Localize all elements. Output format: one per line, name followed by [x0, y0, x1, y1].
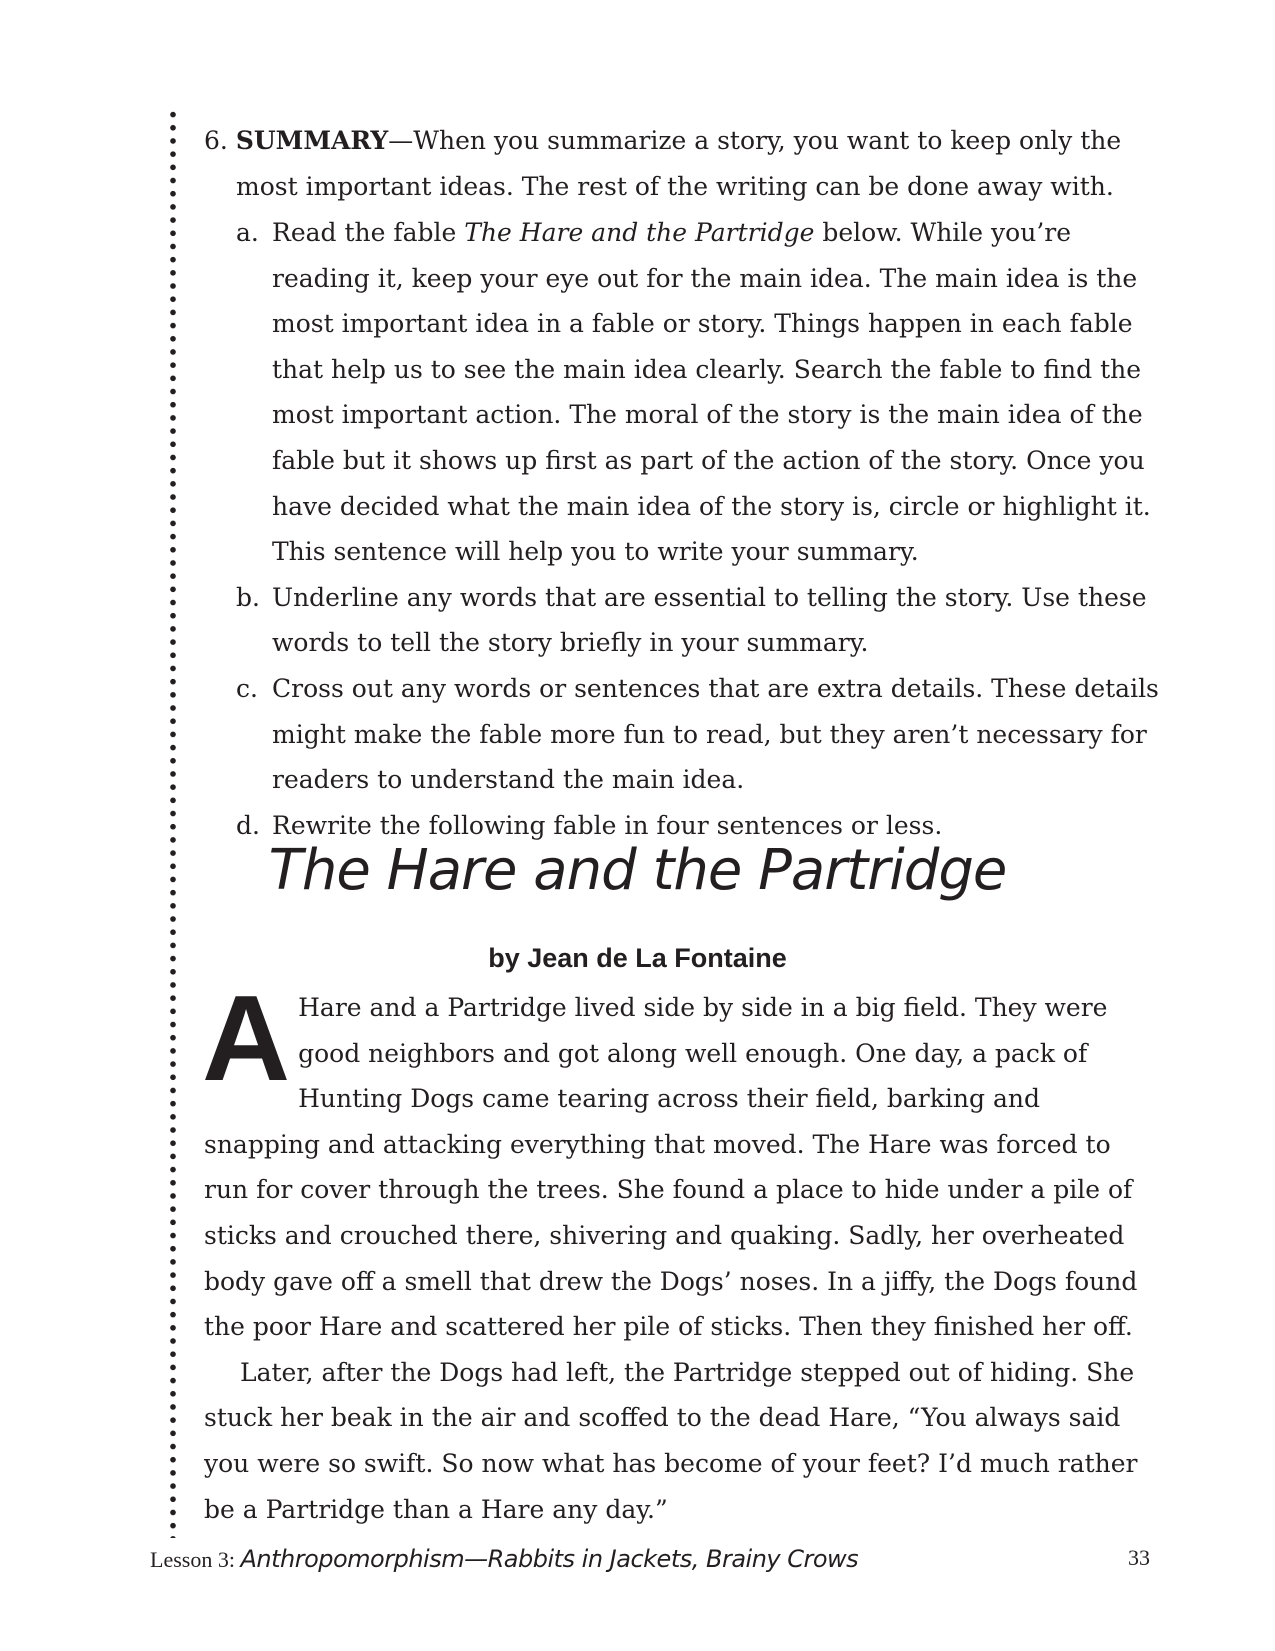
instruction-lead: SUMMARY	[235, 126, 389, 155]
fable-paragraph-1-text: Hare and a Partridge lived side by side in a big field. They were good neighbors and got along well enough. One day, a pack of Hunting Dogs came tearing across their field, barking and snapping and attacking everything that moved. The Hare was forced to run for cover through the trees. She found a place to hide under a pile of sticks and crouched there, shivering and quaking. Sadly, her overheated body gave off a smell that drew the Dogs’ noses. In a jiffy, the Dogs found the poor Hare and scattered her pile of sticks. Then they finished her off.	[204, 993, 1138, 1342]
instruction-item-c	[204, 666, 1164, 803]
footer-lesson-title: Anthropomorphism—Rabbits in Jackets, Brainy Crows	[240, 1545, 859, 1573]
item-letter: d.	[236, 810, 260, 840]
dotted-margin-border	[170, 108, 176, 1538]
item-text: Cross out any words or sentences that are extra details. These details might make the fable more fun to read, but they aren’t necessary for readers to understand the main idea.	[272, 673, 1159, 795]
instruction-number: 6.	[204, 126, 228, 155]
footer-lesson	[150, 1545, 858, 1573]
instruction-sublist	[204, 210, 1164, 848]
instruction-item-a	[204, 210, 1164, 575]
fable-title: The Hare and the Partridge	[268, 838, 1007, 903]
item-letter: b.	[236, 582, 260, 612]
drop-cap: A	[202, 970, 291, 1106]
item-letter: a.	[236, 218, 259, 247]
item-text: Rewrite the following fable in four sentences or less.	[272, 810, 943, 840]
item-title-em: The Hare and the Partridge	[464, 218, 815, 247]
instruction-item-b	[204, 575, 1164, 666]
fable-paragraph-1	[202, 970, 1162, 1350]
fable-paragraph-2: Later, after the Dogs had left, the Partridge stepped out of hiding. She stuck her beak in the air and scoffed to the dead Hare, “You always said you were so swift. So now what has become of your feet? I’d much rather be a Partridge than a Hare any day.”	[204, 1357, 1138, 1524]
fable-body	[202, 970, 1162, 1532]
item-letter: c.	[236, 673, 258, 703]
instruction-6	[204, 118, 1164, 210]
item-text-before: Read the fable	[272, 218, 465, 247]
item-text: Underline any words that are essential to telling the story. Use these words to tell the story briefly in your summary.	[272, 582, 1147, 658]
page-footer	[150, 1545, 1150, 1585]
page-number: 33	[1128, 1545, 1150, 1570]
instruction-intro: —When you summarize a story, you want to keep only the most important ideas. The rest of the writing can be done away with.	[236, 126, 1122, 201]
item-text-after: below. While you’re reading it, keep your eye out for the main idea. The main idea is the most important idea in a fable or story. Things happen in each fable that help us to see the main idea clearly. Search the fable to find the most important action. The moral of the story is the main idea of the fable but it shows up first as part of the action of the story. Once you have decided what the main idea of the story is, circle or highlight it. This sentence will help you to write your summary.	[272, 218, 1151, 567]
fable-byline: by Jean de La Fontaine	[488, 943, 787, 973]
instructions-section	[204, 118, 1164, 848]
footer-lesson-prefix: Lesson 3:	[150, 1547, 241, 1572]
